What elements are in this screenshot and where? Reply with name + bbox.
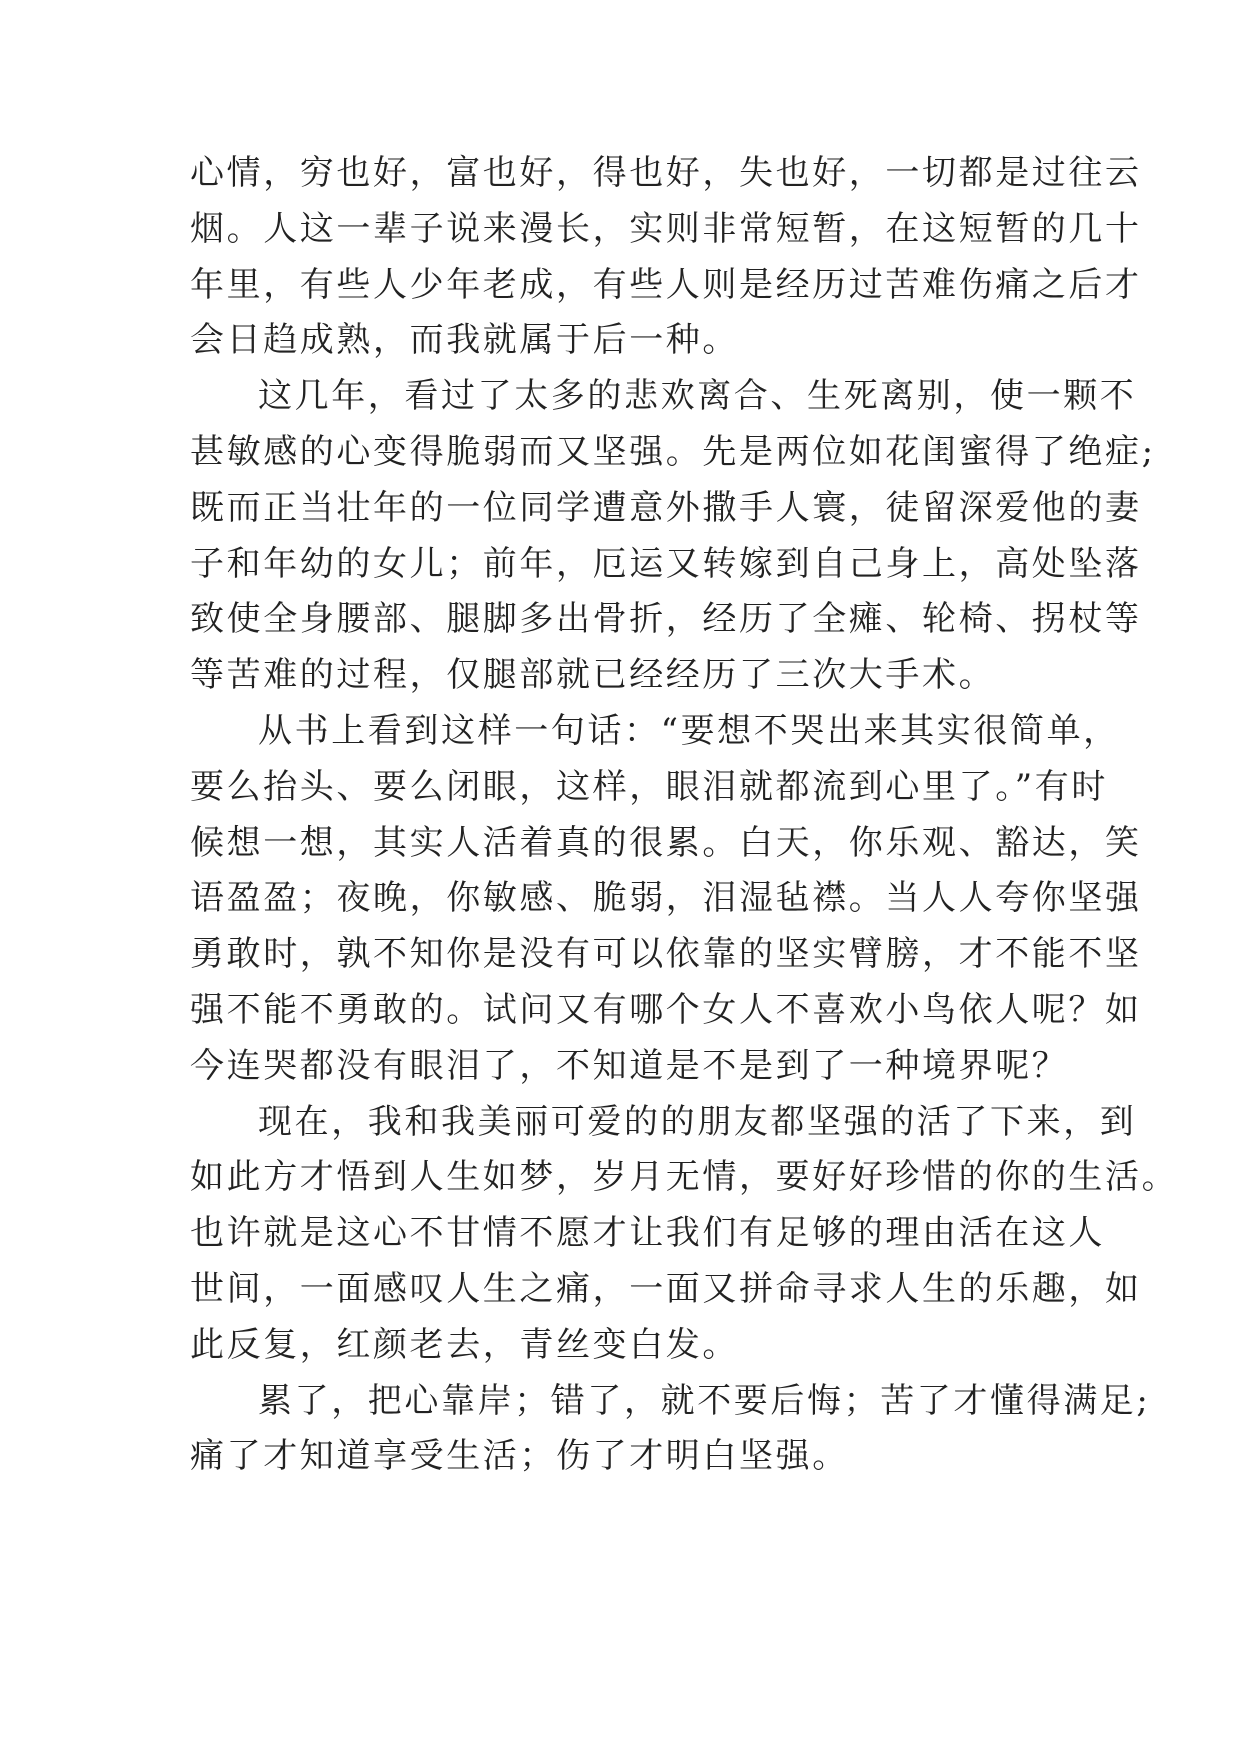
body-text <box>190 146 1179 1485</box>
text-line: 既而正当壮年的一位同学遭意外撒手人寰，徒留深爱他的妻 <box>190 487 1142 528</box>
text-line: 今连哭都没有眼泪了，不知道是不是到了一种境界呢？ <box>190 1045 1069 1086</box>
paragraph-first-line: 现在，我和我美丽可爱的的朋友都坚强的活了下来，到 <box>258 1101 1137 1142</box>
text-line: 强不能不勇敢的。试问又有哪个女人不喜欢小鸟依人呢？如 <box>190 989 1142 1030</box>
text-line: 烟。人这一辈子说来漫长，实则非常短暂，在这短暂的几十 <box>190 208 1142 249</box>
text-line: 也许就是这心不甘情不愿才让我们有足够的理由活在这人 <box>190 1213 1105 1254</box>
text-line: 子和年幼的女儿；前年，厄运又转嫁到自己身上，高处坠落 <box>190 543 1142 584</box>
text-line: 勇敢时，孰不知你是没有可以依靠的坚实臂膀，才不能不坚 <box>190 934 1142 975</box>
text-line: 痛了才知道享受生活；伤了才明白坚强。 <box>190 1436 849 1477</box>
paragraph-first-line: 累了，把心靠岸；错了，就不要后悔；苦了才懂得满足; <box>258 1380 1151 1421</box>
paragraph-first-line: 从书上看到这样一句话：“要想不哭出来其实很简单， <box>258 710 1120 751</box>
paragraph-first-line: 这几年，看过了太多的悲欢离合、生死离别，使一颗不 <box>258 376 1137 417</box>
text-line: 甚敏感的心变得脆弱而又坚强。先是两位如花闺蜜得了绝症; <box>190 431 1156 472</box>
text-line: 候想一想，其实人活着真的很累。白天，你乐观、豁达，笑 <box>190 822 1142 863</box>
text-line: 此反复，红颜老去，青丝变白发。 <box>190 1324 739 1365</box>
text-line: 心情，穷也好，富也好，得也好，失也好，一切都是过往云 <box>190 153 1142 193</box>
text-line: 年里，有些人少年老成，有些人则是经历过苦难伤痛之后才 <box>190 264 1142 305</box>
text-line: 致使全身腰部、腿脚多出骨折，经历了全瘫、轮椅、拐杖等 <box>190 599 1142 640</box>
text-line: 语盈盈；夜晚，你敏感、脆弱，泪湿毡襟。当人人夸你坚强 <box>190 878 1142 919</box>
text-line: 会日趋成熟，而我就属于后一种。 <box>190 320 739 361</box>
text-line: 如此方才悟到人生如梦，岁月无情，要好好珍惜的你的生活。 <box>190 1157 1179 1198</box>
text-line: 等苦难的过程，仅腿部就已经经历了三次大手术。 <box>190 655 996 696</box>
text-line: 要么抬头、要么闭眼，这样，眼泪就都流到心里了。”有时 <box>190 766 1108 807</box>
text-line: 世间，一面感叹人生之痛，一面又拼命寻求人生的乐趣，如 <box>190 1268 1142 1309</box>
